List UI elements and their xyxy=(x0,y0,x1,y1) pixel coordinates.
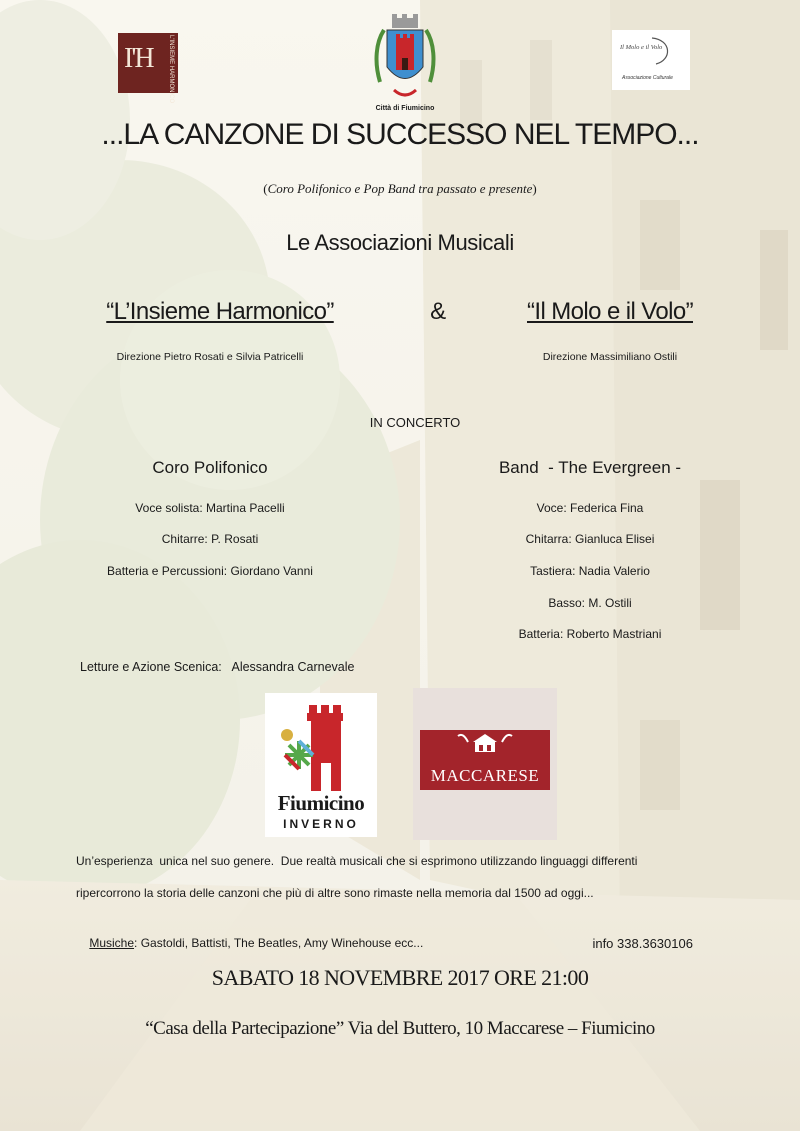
group-right-name: “Il Molo e il Volo” xyxy=(527,298,693,325)
logo-letters: I'H xyxy=(124,43,153,74)
maccarese-word: MACCARESE xyxy=(430,766,540,785)
letture-line: Letture e Azione Scenica: Alessandra Carnevale xyxy=(80,660,355,674)
coro-line-1: Voce solista: Martina Pacelli xyxy=(135,501,285,515)
poster-title: ...LA CANZONE DI SUCCESSO NEL TEMPO... xyxy=(101,118,699,151)
fiumicino-crest xyxy=(374,12,436,112)
band-line-2: Chitarra: Gianluca Elisei xyxy=(525,532,655,546)
fiumicino-inverno-logo xyxy=(265,693,377,837)
group-left-name: “L’Insieme Harmonico” xyxy=(106,298,334,325)
band-line-4: Basso: M. Ostili xyxy=(548,596,632,610)
info-label: info xyxy=(592,936,618,951)
crest-caption: Città di Fiumicino xyxy=(375,105,435,112)
crest-icon xyxy=(374,12,436,104)
logo-vertical-text: L'INSIEME HARMONICO xyxy=(168,35,174,104)
insieme-harmonico-logo xyxy=(118,33,178,104)
group-left-direction: Direzione Pietro Rosati e Silvia Patricelli xyxy=(116,351,304,363)
info-line xyxy=(578,921,693,966)
tower-snowflake-icon xyxy=(265,693,377,793)
subtitle-open: ( xyxy=(263,181,268,196)
band-line-1: Voce: Federica Fina xyxy=(536,501,644,515)
molo-volo-logo xyxy=(612,30,690,90)
molo-volo-name: Il Molo e il Volo xyxy=(620,44,663,51)
event-venue: “Casa della Partecipazione” Via del Buttero, 10 Maccarese – Fiumicino xyxy=(145,1018,655,1039)
event-date: SABATO 18 NOVEMBRE 2017 ORE 21:00 xyxy=(211,965,589,990)
molo-volo-subtitle: Associazione Culturale xyxy=(622,75,673,81)
musiche-text: : Gastoldi, Battisti, The Beatles, Amy Winehouse ecc... xyxy=(134,936,424,950)
band-heading: Band - The Evergreen - xyxy=(498,458,682,477)
coro-line-3: Batteria e Percussioni: Giordano Vanni xyxy=(107,564,313,578)
band-line-5: Batteria: Roberto Mastriani xyxy=(518,627,662,641)
inverno-word: INVERNO xyxy=(283,817,359,831)
band-line-3: Tastiera: Nadia Valerio xyxy=(530,564,650,578)
associations-heading: Le Associazioni Musicali xyxy=(286,230,514,255)
poster-subtitle xyxy=(0,181,800,197)
fiumicino-word: Fiumicino xyxy=(277,791,365,815)
coro-line-2: Chitarre: P. Rosati xyxy=(161,532,259,546)
maccarese-logo xyxy=(413,688,557,840)
subtitle-text: Coro Polifonico e Pop Band tra passato e presente xyxy=(267,181,533,196)
description-line-1: Un’esperienza unica nel suo genere. Due realtà musicali che si esprimono utilizzando linguaggi differenti xyxy=(76,854,638,868)
coro-heading: Coro Polifonico xyxy=(152,458,268,477)
group-right-direction: Direzione Massimiliano Ostili xyxy=(542,351,678,363)
musiche-line xyxy=(76,922,423,964)
ampersand: & xyxy=(430,298,446,325)
in-concerto: IN CONCERTO xyxy=(369,415,461,430)
musiche-label: Musiche xyxy=(89,936,135,950)
info-phone: 338.3630106 xyxy=(617,936,693,951)
description-line-2: ripercorrono la storia delle canzoni che più di altre sono rimaste nella memoria dal 1500 ad oggi... xyxy=(76,886,594,900)
subtitle-close: ) xyxy=(532,181,537,196)
